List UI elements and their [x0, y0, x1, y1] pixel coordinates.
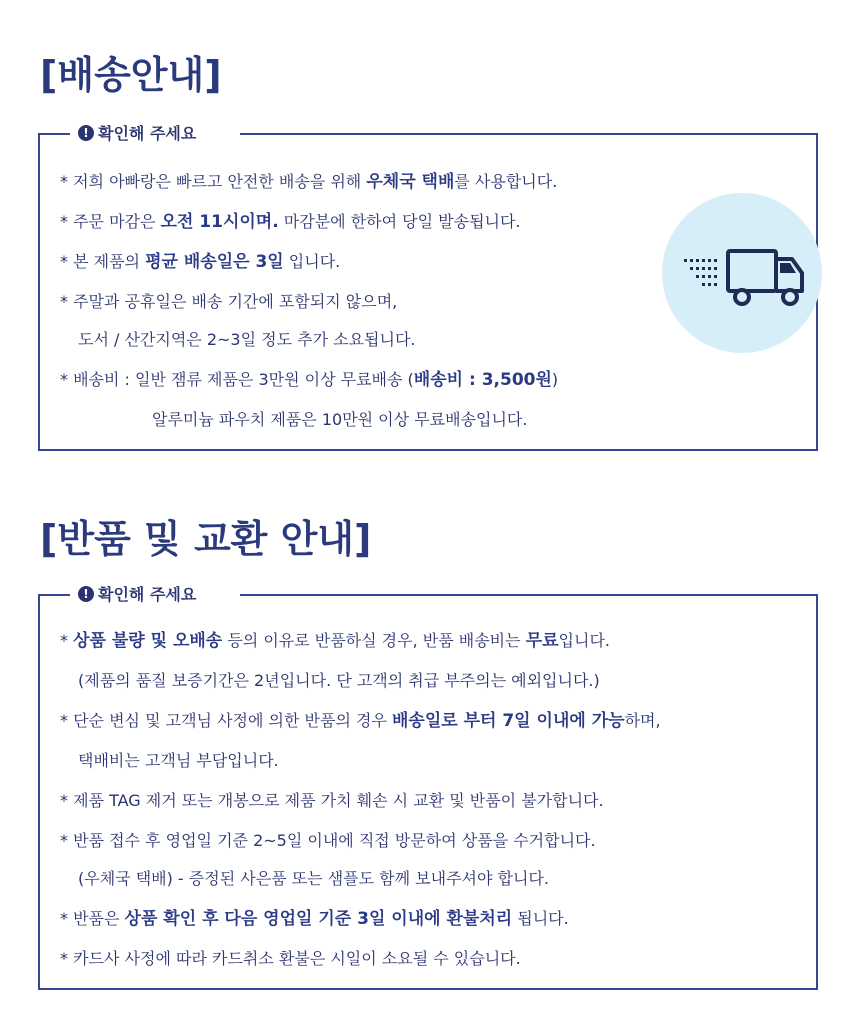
shipping-line-7: 알루미늄 파우치 제품은 10만원 이상 무료배송입니다. [152, 410, 528, 429]
delivery-truck-badge [662, 193, 822, 353]
shipping-line-3: * 본 제품의 평균 배송일은 3일 입니다. [60, 252, 341, 272]
shipping-line-5: 도서 / 산간지역은 2~3일 정도 추가 소요됩니다. [78, 330, 416, 349]
returns-line-7: (우체국 택배) - 증정된 사은품 또는 샘플도 함께 보내주셔야 합니다. [78, 869, 549, 888]
delivery-truck-icon [662, 193, 822, 353]
exclamation-circle-icon: ! [78, 125, 94, 141]
shipping-line-6: * 배송비 : 일반 잼류 제품은 3만원 이상 무료배송 (배송비 : 3,500원) [60, 370, 559, 390]
shipping-notice-label: 확인해 주세요 [98, 124, 197, 143]
returns-line-5: * 제품 TAG 제거 또는 개봉으로 제품 가치 훼손 시 교환 및 반품이 불가합니다. [60, 791, 604, 810]
shipping-line-4: * 주말과 공휴일은 배송 기간에 포함되지 않으며, [60, 292, 398, 311]
shipping-info-box [38, 124, 818, 451]
returns-line-3: * 단순 변심 및 고객님 사정에 의한 반품의 경우 배송일로 부터 7일 이내에 가능하며, [60, 711, 661, 731]
returns-info-box [38, 585, 818, 990]
returns-notice [78, 582, 196, 605]
returns-line-1: * 상품 불량 및 오배송 등의 이유로 반품하실 경우, 반품 배송비는 무료입니다. [60, 631, 611, 651]
returns-line-2: (제품의 품질 보증기간은 2년입니다. 단 고객의 취급 부주의는 예외입니다.) [78, 671, 600, 690]
exclamation-circle-icon: ! [78, 586, 94, 602]
shipping-line-2: * 주문 마감은 오전 11시이며. 마감분에 한하여 당일 발송됩니다. [60, 212, 521, 232]
returns-line-9: * 카드사 사정에 따라 카드취소 환불은 시일이 소요될 수 있습니다. [60, 949, 521, 968]
returns-title: [반품 및 교환 안내] [40, 517, 372, 561]
returns-line-4: 택배비는 고객님 부담입니다. [78, 751, 279, 770]
returns-notice-label: 확인해 주세요 [98, 585, 197, 604]
shipping-title: [배송안내] [40, 53, 222, 97]
returns-line-6: * 반품 접수 후 영업일 기준 2~5일 이내에 직접 방문하여 상품을 수거합니다. [60, 831, 596, 850]
returns-line-8: * 반품은 상품 확인 후 다음 영업일 기준 3일 이내에 환불처리 됩니다. [60, 909, 569, 929]
shipping-line-1: * 저희 아빠랑은 빠르고 안전한 배송을 위해 우체국 택배를 사용합니다. [60, 172, 558, 192]
shipping-notice [78, 121, 196, 144]
